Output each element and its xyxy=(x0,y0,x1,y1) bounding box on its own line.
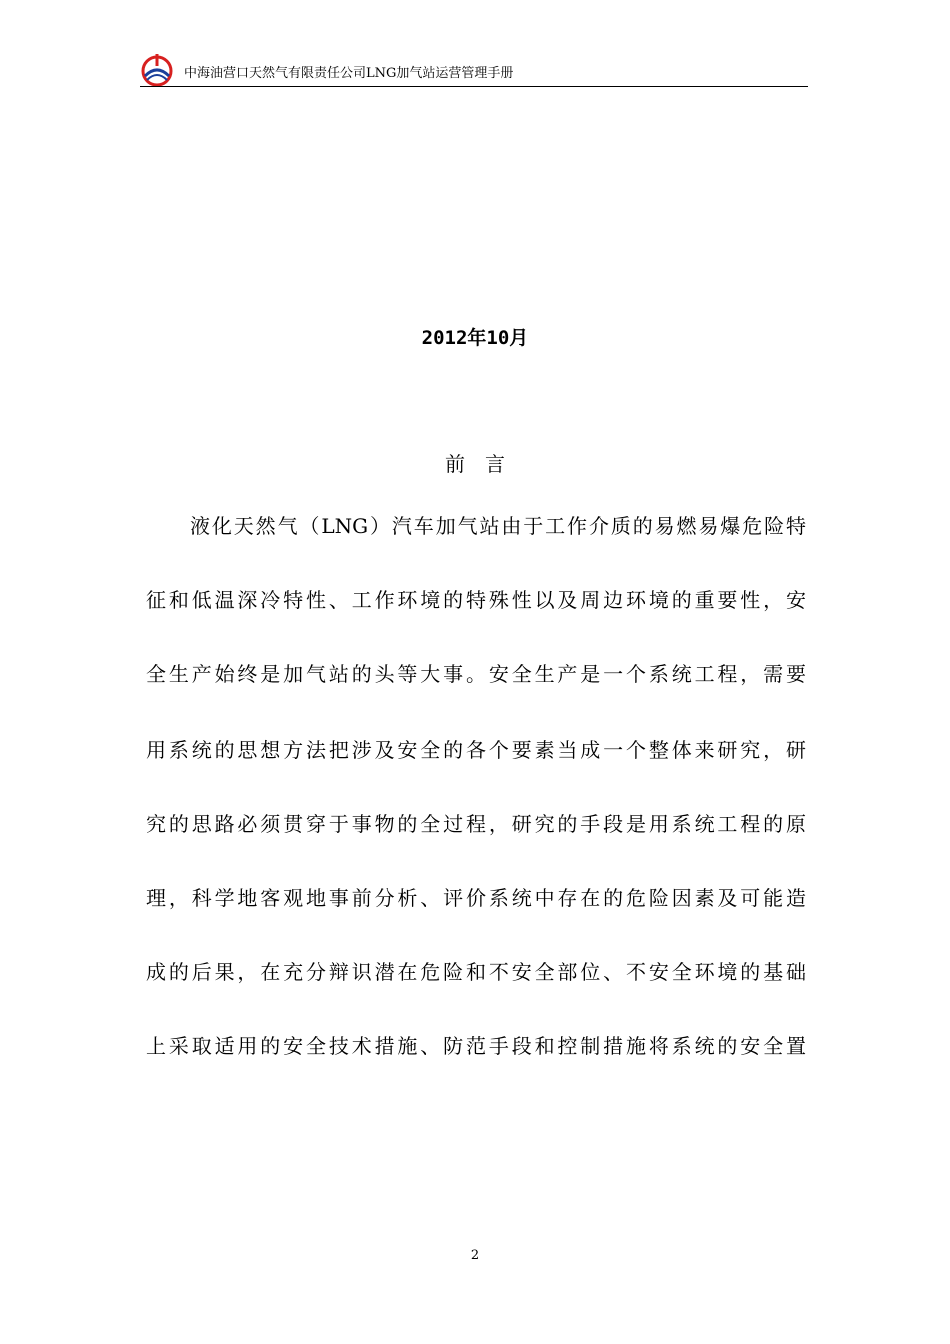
header-title: 中海油营口天然气有限责任公司LNG加气站运营管理手册 xyxy=(184,66,514,81)
paragraph-line: 成的后果，在充分辩识潜在危险和不安全部位、不安全环境的基础 xyxy=(146,960,806,984)
document-date: 2012年10月 xyxy=(421,327,529,349)
paragraph-line: 液化天然气（LNG）汽车加气站由于工作介质的易燃易爆危险特 xyxy=(190,514,806,538)
paragraph-line: 征和低温深冷特性、工作环境的特殊性以及周边环境的重要性，安 xyxy=(146,588,806,612)
page-number: 2 xyxy=(470,1248,480,1263)
section-heading: 前言 xyxy=(445,452,525,476)
paragraph-line: 上采取适用的安全技术措施、防范手段和控制措施将系统的安全置 xyxy=(146,1034,806,1058)
paragraph-line: 全生产始终是加气站的头等大事。安全生产是一个系统工程，需要 xyxy=(146,662,806,686)
paragraph-line: 究的思路必须贯穿于事物的全过程，研究的手段是用系统工程的原 xyxy=(146,812,806,836)
cnooc-logo-icon xyxy=(140,54,174,86)
page-header xyxy=(140,52,808,90)
paragraph-line: 用系统的思想方法把涉及安全的各个要素当成一个整体来研究，研 xyxy=(146,738,806,762)
header-divider xyxy=(140,86,808,87)
paragraph-line: 理，科学地客观地事前分析、评价系统中存在的危险因素及可能造 xyxy=(146,886,806,910)
